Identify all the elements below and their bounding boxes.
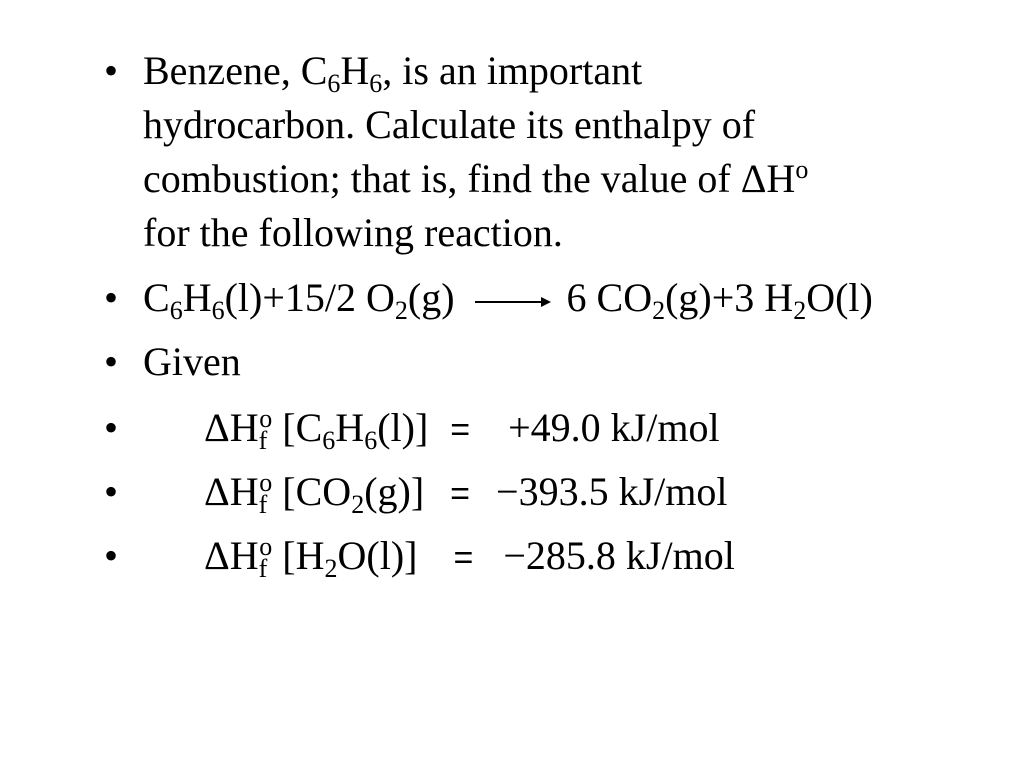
problem-line-3: combustion; that is, find the value of $\Delta H^o$ — [143, 155, 809, 201]
equals-sign: = — [450, 475, 471, 513]
reaction-equation: $C_6H_6(l)+15/2$ $O_2(g)$ 6 $CO_2(g)+3$ $H_2O(l)$ — [143, 275, 873, 325]
enthalpy-value: −285.8 kJ/mol — [503, 533, 735, 578]
bullet-marker: • — [104, 533, 119, 578]
equals-sign: = — [450, 411, 471, 449]
enthalpy-benzene: $\Delta H_f^o$ $[C_6H_6(l)] = +49.0$ kJ/mol — [204, 404, 720, 455]
bullet-marker: • — [104, 339, 119, 384]
enthalpy-co2: $\Delta H_f^o$ $[CO_2(g)] = -393.5$ kJ/mol — [204, 468, 728, 519]
problem-line-4: for the following reaction. — [143, 210, 563, 255]
enthalpy-h2o: $\Delta H_f^o$ $[H_2O(l)] = -285.8$ kJ/mol — [204, 532, 735, 583]
bullet-marker: • — [104, 275, 119, 320]
problem-line-2: hydrocarbon. Calculate its enthalpy of — [143, 102, 756, 147]
bullet-marker: • — [104, 48, 119, 93]
enthalpy-value: −393.5 kJ/mol — [496, 469, 728, 514]
given-label: Given — [143, 339, 241, 384]
enthalpy-value: +49.0 kJ/mol — [508, 405, 720, 450]
delta-symbol: Δ — [740, 156, 767, 201]
bullet-marker: • — [104, 405, 119, 450]
problem-line-1: Benzene, $C_6H_6$, is an important — [143, 48, 643, 98]
equals-sign: = — [453, 539, 474, 577]
reaction-arrow-icon — [473, 287, 551, 317]
bullet-marker: • — [104, 469, 119, 514]
